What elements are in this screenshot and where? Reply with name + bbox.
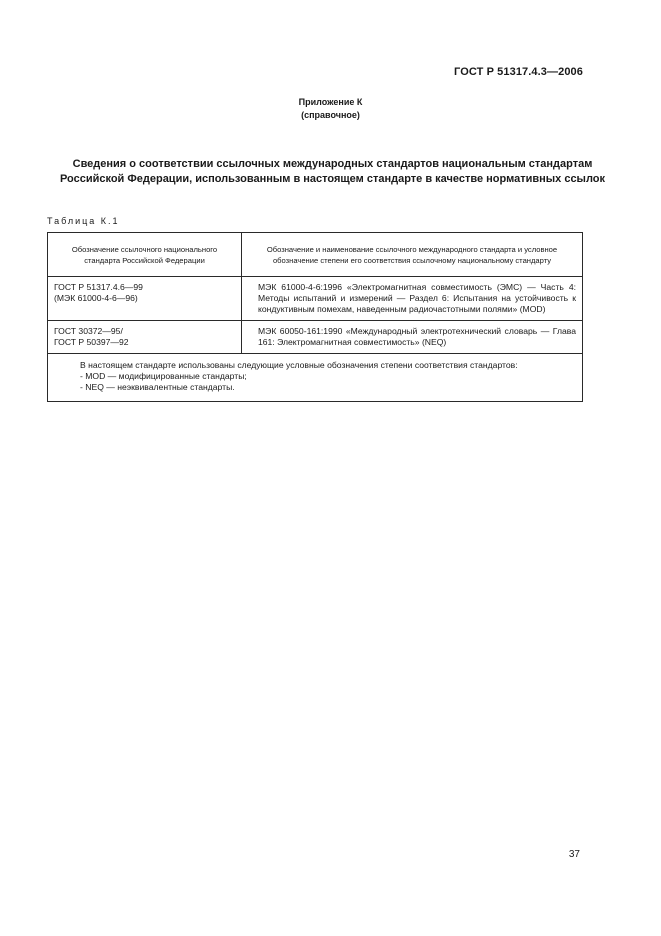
international-standard-cell: МЭК 61000-4-6:1996 «Электромагнитная совместимость (ЭМС) — Часть 4: Методы испытаний и измерений — Раздел 6: Испытания на устойчивость к кондуктивным помехам, наведенным радиочастотными полями» (MOD) <box>242 277 583 321</box>
document-code: ГОСТ Р 51317.4.3—2006 <box>454 66 583 78</box>
page-number: 37 <box>568 849 580 860</box>
appendix-block <box>0 96 661 122</box>
column-header-international: Обозначение и наименование ссылочного международного стандарта и условное обозначение степени его соответствия ссылочному национальному стандарту <box>242 233 583 277</box>
national-standard-cell: ГОСТ Р 51317.4.6—99 (МЭК 61000-4-6—96) <box>48 277 242 321</box>
note-text: В настоящем стандарте использованы следующие условные обозначения степени соответствия стандартов: <box>80 360 518 370</box>
table-caption: Таблица К.1 <box>47 216 120 226</box>
table-row <box>48 277 583 321</box>
table-note <box>48 354 583 402</box>
note-item-mod: - MOD — модифицированные стандарты; <box>80 371 247 381</box>
appendix-title: Приложение К <box>298 97 363 107</box>
note-item-neq: - NEQ — неэквивалентные стандарты. <box>80 382 235 392</box>
table-row <box>48 321 583 354</box>
table-note-row <box>48 354 583 402</box>
appendix-subtitle: (справочное) <box>301 110 360 120</box>
reference-table <box>47 232 583 402</box>
table-header-row <box>48 233 583 277</box>
column-header-national: Обозначение ссылочного национального стандарта Российской Федерации <box>48 233 242 277</box>
international-standard-cell: МЭК 60050-161:1990 «Международный электротехнический словарь — Глава 161: Электромагнитная совместимость» (NEQ) <box>242 321 583 354</box>
national-standard-cell: ГОСТ 30372—95/ ГОСТ Р 50397—92 <box>48 321 242 354</box>
section-heading: Сведения о соответствии ссылочных международных стандартов национальным стандартам Российской Федерации, использованным в настоящем стандарте в качестве нормативных ссылок <box>59 158 606 185</box>
